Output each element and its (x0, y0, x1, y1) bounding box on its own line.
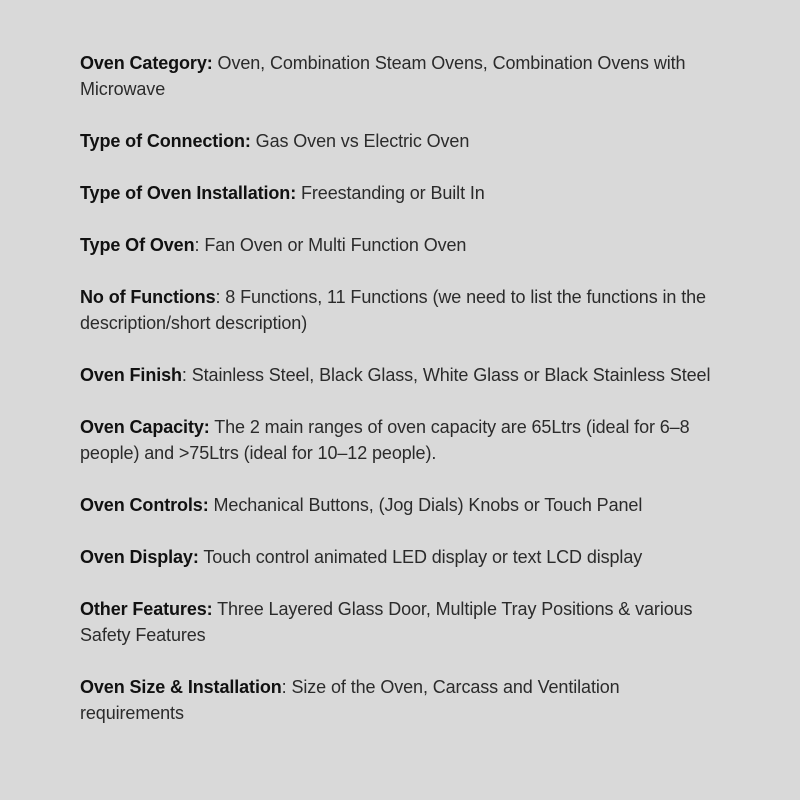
spec-term: Type of Connection: (80, 131, 251, 151)
spec-type-of-oven (80, 232, 725, 258)
spec-separator: : (181, 365, 192, 385)
spec-term: Other Features: (80, 599, 213, 619)
spec-description: Mechanical Buttons, (Jog Dials) Knobs or Touch Panel (213, 495, 643, 515)
spec-description: Freestanding or Built In (301, 183, 485, 203)
spec-term: Oven Capacity: (80, 417, 210, 437)
spec-term: Oven Display: (80, 547, 199, 567)
spec-separator: : (215, 287, 226, 307)
spec-description: Size of the Oven, Carcass and Ventilation requirements (80, 677, 620, 723)
spec-term: Type of Oven Installation: (80, 183, 297, 203)
spec-description: Gas Oven vs Electric Oven (255, 131, 470, 151)
spec-separator: : (281, 677, 292, 697)
spec-description: Touch control animated LED display or text LCD display (203, 547, 643, 567)
spec-description: 8 Functions, 11 Functions (we need to list the functions in the description/short description) (80, 287, 706, 333)
spec-oven-finish (80, 362, 725, 388)
spec-description: Three Layered Glass Door, Multiple Tray Positions & various Safety Features (80, 599, 693, 645)
spec-description: The 2 main ranges of oven capacity are 65Ltrs (ideal for 6–8 people) and >75Ltrs (ideal for 10–12 people). (80, 417, 690, 463)
spec-oven-installation (80, 180, 725, 206)
spec-oven-display (80, 544, 725, 570)
spec-term: Oven Finish (80, 365, 182, 385)
spec-term: Oven Controls: (80, 495, 209, 515)
spec-description: Fan Oven or Multi Function Oven (204, 235, 467, 255)
spec-type-of-connection (80, 128, 725, 154)
spec-term: Oven Size & Installation (80, 677, 282, 697)
spec-other-features (80, 596, 725, 648)
spec-term: Type Of Oven (80, 235, 195, 255)
spec-oven-size-installation (80, 674, 725, 726)
spec-separator: : (194, 235, 205, 255)
spec-term: No of Functions (80, 287, 216, 307)
spec-description: Stainless Steel, Black Glass, White Glass or Black Stainless Steel (191, 365, 711, 385)
spec-no-of-functions (80, 284, 725, 336)
spec-oven-category (80, 50, 725, 102)
spec-term: Oven Category: (80, 53, 213, 73)
spec-description: Oven, Combination Steam Ovens, Combination Ovens with Microwave (80, 53, 686, 99)
spec-oven-controls (80, 492, 725, 518)
spec-oven-capacity (80, 414, 725, 466)
